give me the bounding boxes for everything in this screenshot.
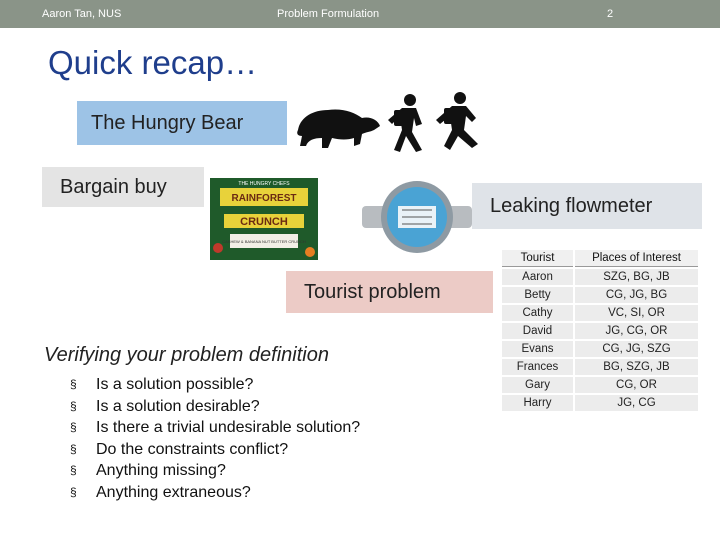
- list-item: § Is a solution possible?: [70, 374, 360, 396]
- table-row: [502, 305, 698, 321]
- header-author: Aaron Tan, NUS: [42, 8, 122, 20]
- tourist-name: Aaron: [502, 269, 573, 285]
- tourist-name: Evans: [502, 341, 573, 357]
- table-row: [502, 269, 698, 285]
- hungry-bear-box: [77, 101, 287, 145]
- bullet-icon: §: [70, 441, 77, 456]
- tourist-places: SZG, BG, JB: [575, 269, 698, 285]
- table-row: [502, 359, 698, 375]
- list-item: § Anything missing?: [70, 460, 360, 482]
- tourist-places: BG, SZG, JB: [575, 359, 698, 375]
- cereal-title-bottom: CRUNCH: [240, 216, 288, 228]
- column-header-tourist: Tourist: [502, 250, 573, 267]
- header-page-number: 2: [607, 8, 614, 20]
- tourist-name: Gary: [502, 377, 573, 393]
- bullet-icon: §: [70, 377, 77, 391]
- tourist-problem-label: Tourist problem: [304, 280, 441, 303]
- tourist-places: JG, CG, OR: [575, 323, 698, 339]
- cereal-subtitle: CASHEW & BANANA NUT BUTTER CRUNCH: [222, 239, 306, 244]
- cereal-brand: THE HUNGRY CHEFS: [238, 181, 290, 187]
- tourist-name: David: [502, 323, 573, 339]
- cereal-box-icon: [210, 178, 318, 260]
- verify-checklist: [70, 374, 360, 504]
- bargain-buy-label: Bargain buy: [60, 175, 167, 198]
- list-item: § Is a solution desirable?: [70, 396, 360, 418]
- bullet-icon: §: [70, 420, 77, 435]
- tourist-name: Frances: [502, 359, 573, 375]
- tourist-table: [500, 248, 700, 413]
- list-item: § Is there a trivial undesirable solution?: [70, 417, 360, 439]
- tourist-places: CG, JG, SZG: [575, 341, 698, 357]
- slide-title: Quick recap…: [48, 44, 258, 81]
- table-row: [502, 377, 698, 393]
- tourist-name: Cathy: [502, 305, 573, 321]
- leaking-flowmeter-box: [472, 183, 702, 229]
- tourist-places: JG, CG: [575, 395, 698, 411]
- hikers-silhouette-icon: [388, 92, 478, 152]
- tourist-places: VC, SI, OR: [575, 305, 698, 321]
- table-row: [502, 287, 698, 303]
- tourist-name: Harry: [502, 395, 573, 411]
- slide-header-bar: [0, 0, 720, 28]
- tourist-name: Betty: [502, 287, 573, 303]
- flowmeter-gauge-icon: [362, 180, 472, 256]
- bullet-icon: §: [70, 484, 77, 499]
- bear-hunters-picture: [290, 88, 490, 158]
- verify-heading: Verifying your problem definition: [44, 344, 329, 366]
- hungry-bear-label: The Hungry Bear: [91, 111, 244, 134]
- leaking-flowmeter-label: Leaking flowmeter: [490, 194, 653, 217]
- tourist-problem-box: [286, 271, 493, 313]
- table-row: [502, 395, 698, 411]
- table-row: [502, 323, 698, 339]
- bear-silhouette-icon: [297, 109, 380, 148]
- bullet-icon: §: [70, 398, 77, 413]
- list-item: § Anything extraneous?: [70, 482, 360, 504]
- column-header-places: Places of Interest: [575, 250, 698, 267]
- table-header-row: [502, 250, 698, 267]
- list-item: § Do the constraints conflict?: [70, 439, 360, 461]
- cereal-title-top: RAINFOREST: [231, 193, 297, 204]
- bullet-icon: §: [70, 463, 77, 478]
- table-row: [502, 341, 698, 357]
- header-section: Problem Formulation: [277, 8, 380, 20]
- tourist-places: CG, OR: [575, 377, 698, 393]
- bargain-buy-box: [42, 167, 204, 207]
- tourist-places: CG, JG, BG: [575, 287, 698, 303]
